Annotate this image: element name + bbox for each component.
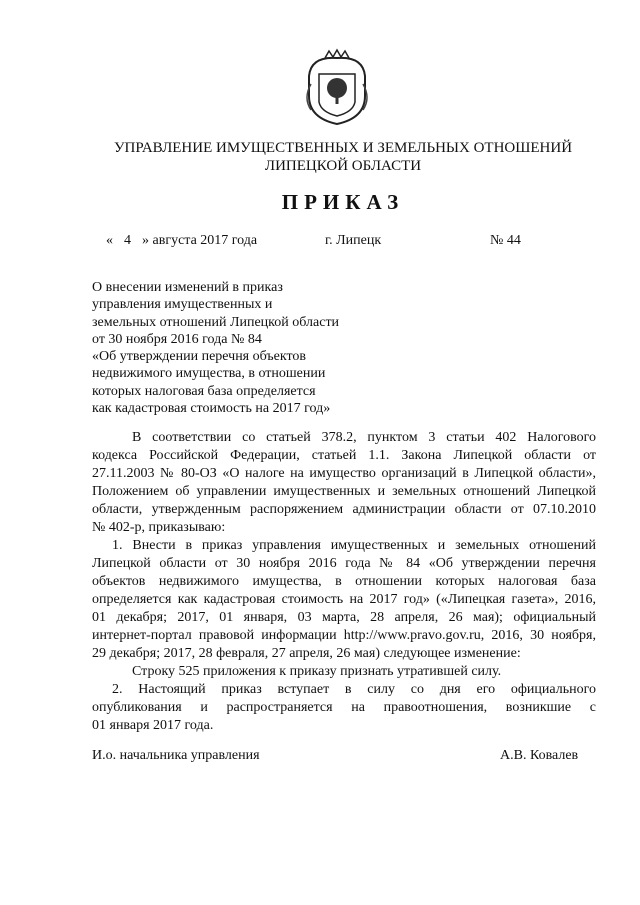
body-line: 1. Внести в приказ управления имущественных и земельных отношений xyxy=(112,538,596,553)
body-line: 27.11.2003 № 80-ОЗ «О налоге на имущество организаций в Липецкой области», xyxy=(92,466,596,481)
subject-line: недвижимого имущества, в отношении xyxy=(92,366,326,382)
organization-name-line1: УПРАВЛЕНИЕ ИМУЩЕСТВЕННЫХ И ЗЕМЕЛЬНЫХ ОТНОШЕНИЙ xyxy=(113,140,573,156)
paragraph-preamble xyxy=(92,429,596,537)
body-line: 01 декабря; 2017, 01 января, 03 марта, 28 апреля, 26 мая); официальный xyxy=(92,610,596,625)
paragraph-item-1 xyxy=(92,537,596,663)
body-line: 01 января 2017 года. xyxy=(92,718,214,733)
coat-of-arms-emblem xyxy=(297,48,377,128)
subject-line: управления имущественных и xyxy=(92,297,273,313)
body-line: определяется как кадастровая стоимость на 2017 год» («Липецкая газета», 2016, xyxy=(92,592,596,607)
city: г. Липецк xyxy=(325,233,382,248)
body-line: области, утвержденным распоряжением администрации области от 07.10.2010 xyxy=(92,502,596,517)
subject-line: как кадастровая стоимость на 2017 год» xyxy=(92,401,331,417)
subject-line: «Об утверждении перечня объектов xyxy=(92,349,307,365)
organization-name-line2: ЛИПЕЦКОЙ ОБЛАСТИ xyxy=(264,158,422,174)
body-line: 2. Настоящий приказ вступает в силу со дня его официального xyxy=(112,682,596,697)
subject-line: которых налоговая база определяется xyxy=(92,383,316,399)
document-title: ПРИКАЗ xyxy=(281,190,405,214)
body-line: № 402-р, приказываю: xyxy=(92,520,226,535)
date-day: 4 xyxy=(124,233,131,248)
subject-line: земельных отношений Липецкой области xyxy=(92,314,340,330)
body-line: Строку 525 приложения к приказу признать утратившей силу. xyxy=(132,664,502,679)
body-line: интернет-портал правовой информации http://www.pravo.gov.ru, 2016, 30 ноября, xyxy=(92,628,596,643)
body-line: В соответствии со статьей 378.2, пунктом 3 статьи 402 Налогового xyxy=(132,430,596,445)
signatory-name: А.В. Ковалев xyxy=(500,748,579,763)
body-line: объектов недвижимого имущества, в отношении которых налоговая база xyxy=(92,574,596,589)
signatory-position: И.о. начальника управления xyxy=(92,748,260,763)
date-month-year: » августа 2017 года xyxy=(142,233,258,248)
order-number: № 44 xyxy=(490,233,521,248)
body-line: Положением об управлении имущественных и земельных отношений Липецкой xyxy=(92,484,596,499)
body-line: Липецкой области от 30 ноября 2016 года № 84 «Об утверждении перечня xyxy=(92,556,596,571)
body-line: опубликования и распространяется на правоотношения, возникшие с xyxy=(92,700,596,715)
subject-line: О внесении изменений в приказ xyxy=(92,280,283,295)
subject-line: от 30 ноября 2016 года № 84 xyxy=(92,331,262,347)
date-quote-open: « xyxy=(106,233,113,248)
body-line: 29 декабря; 2017, 28 февраля, 27 апреля, 26 мая) следующее изменение: xyxy=(92,646,521,661)
order-subject xyxy=(92,279,362,417)
paragraph-line-removal xyxy=(92,663,596,681)
body-line: кодекса Российской Федерации, статьей 1.1. Закона Липецкой области от xyxy=(92,448,596,463)
paragraph-item-2 xyxy=(92,681,596,735)
